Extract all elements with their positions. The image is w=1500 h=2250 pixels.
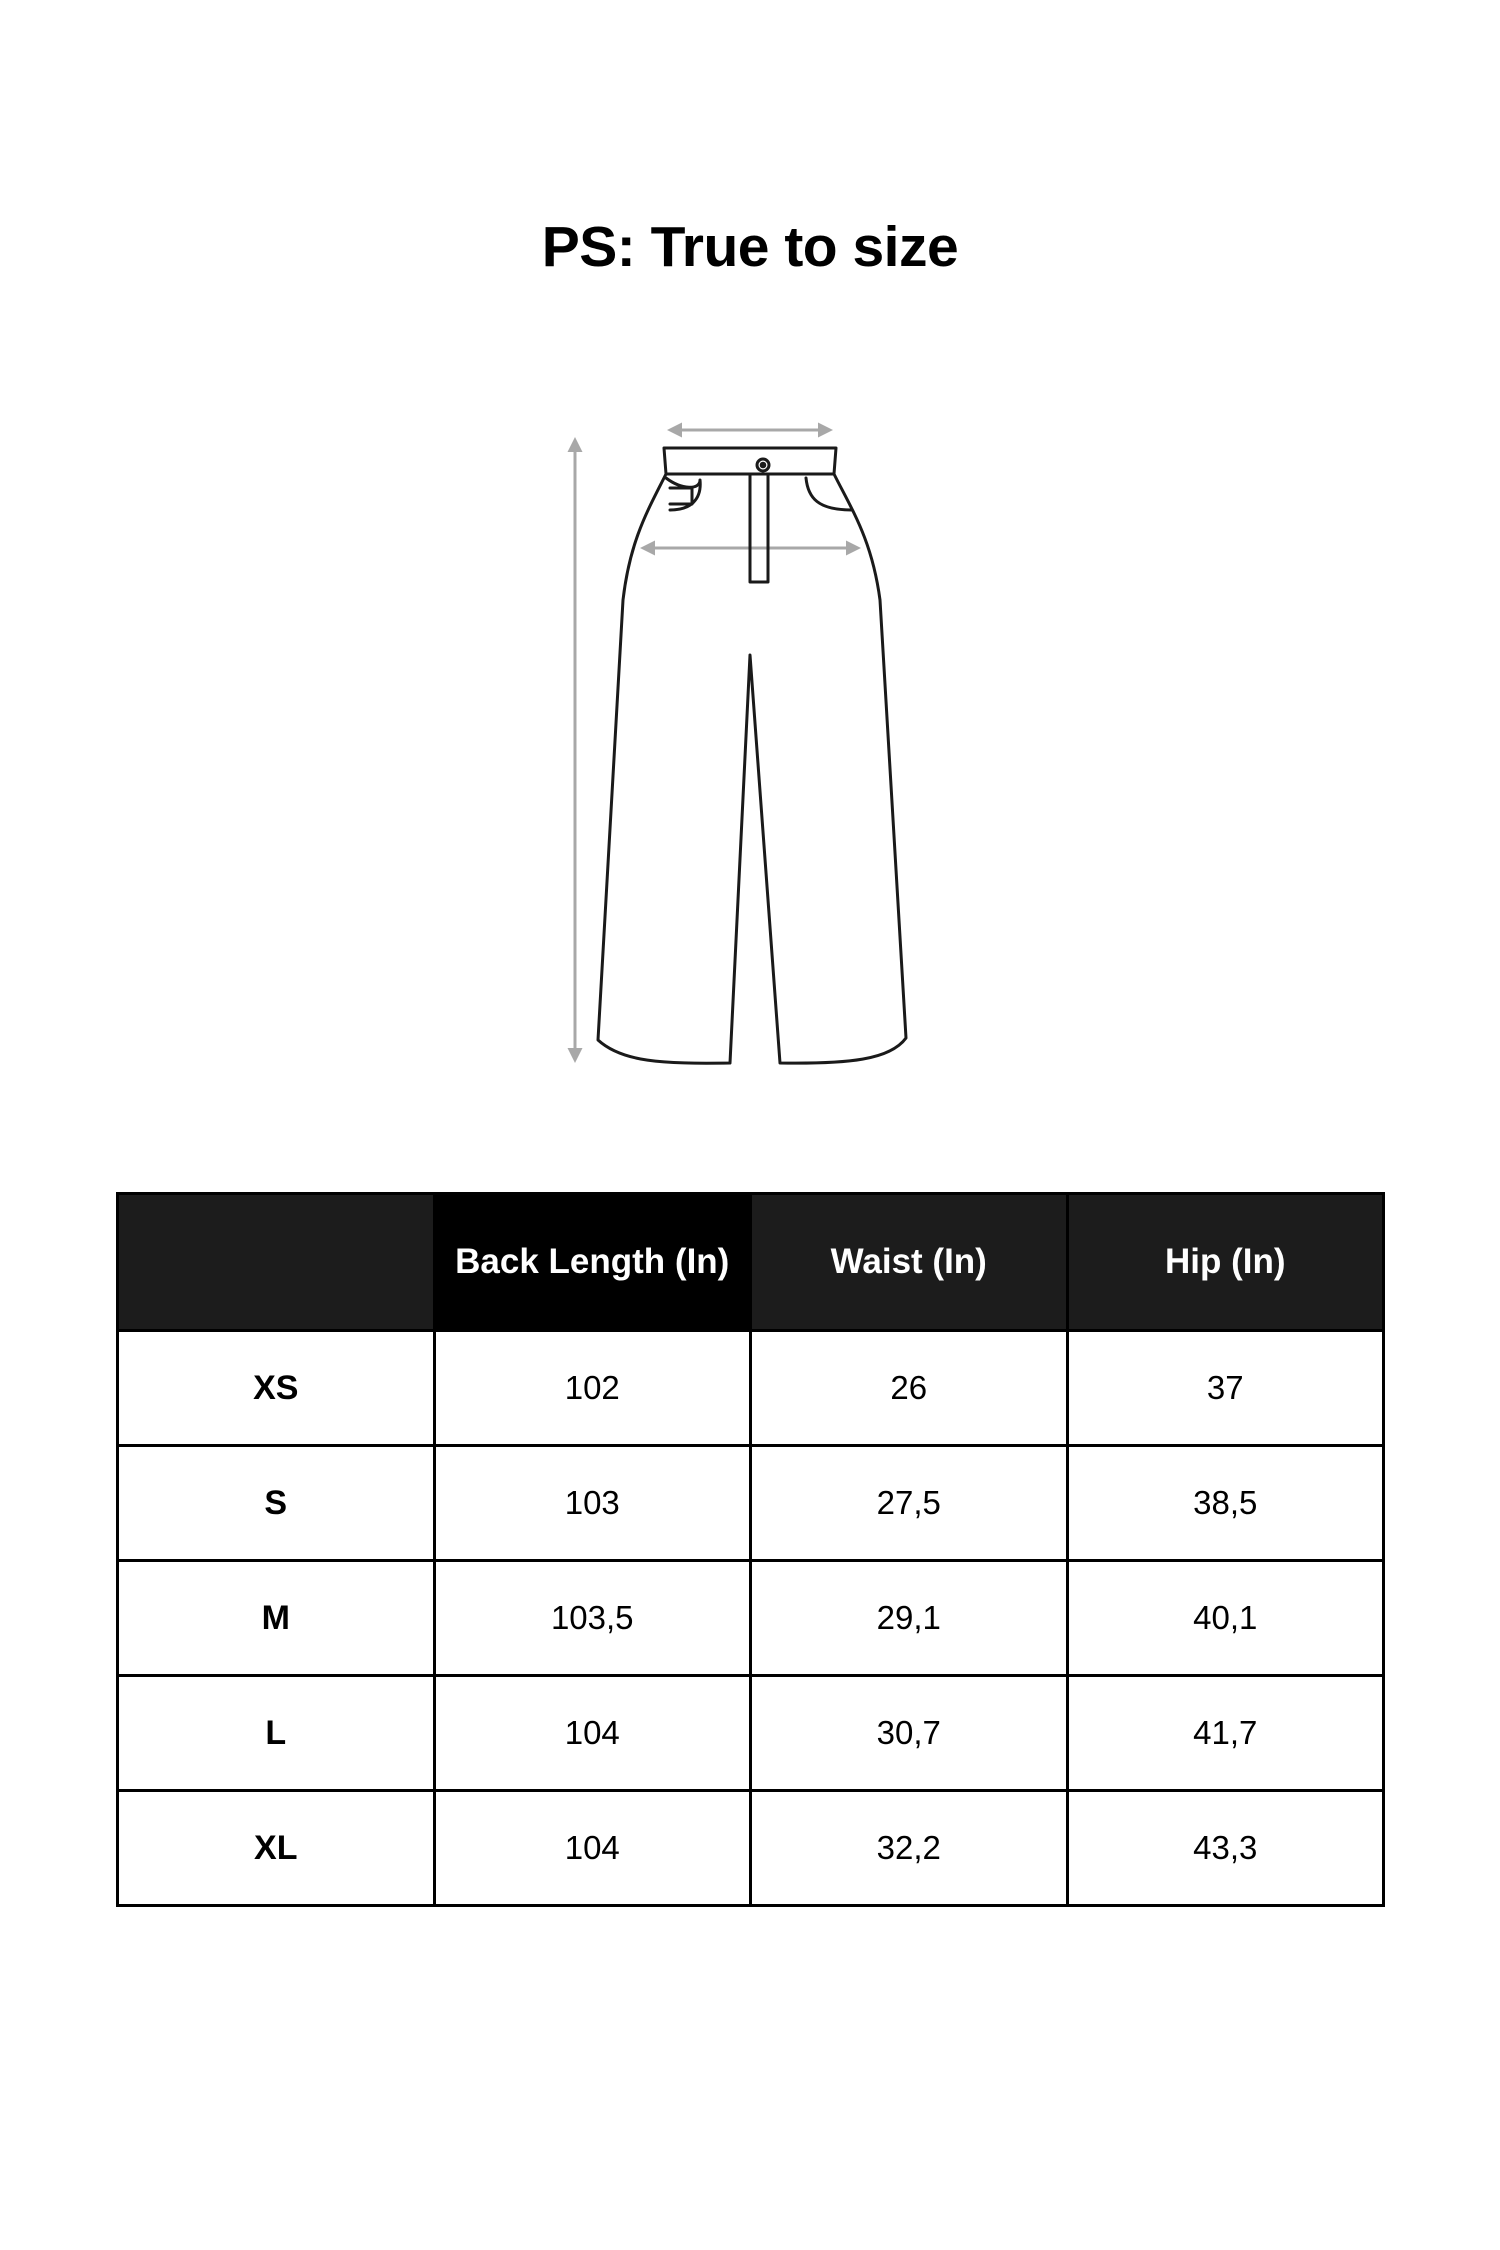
measurement-arrows — [575, 430, 858, 1060]
table-row — [118, 1331, 1384, 1446]
table-header-row — [118, 1194, 1384, 1331]
back-length-value: 104 — [434, 1791, 751, 1906]
size-label: S — [118, 1446, 435, 1561]
hip-value: 43,3 — [1067, 1791, 1384, 1906]
waist-value: 29,1 — [751, 1561, 1068, 1676]
size-label: M — [118, 1561, 435, 1676]
back-length-value: 103,5 — [434, 1561, 751, 1676]
waist-value: 26 — [751, 1331, 1068, 1446]
back-length-value: 102 — [434, 1331, 751, 1446]
hip-value: 41,7 — [1067, 1676, 1384, 1791]
size-label: L — [118, 1676, 435, 1791]
header-cell-size — [118, 1194, 435, 1331]
pants-outline — [598, 448, 906, 1063]
table-row — [118, 1676, 1384, 1791]
hip-value: 37 — [1067, 1331, 1384, 1446]
waist-value: 27,5 — [751, 1446, 1068, 1561]
back-length-value: 103 — [434, 1446, 751, 1561]
hip-value: 38,5 — [1067, 1446, 1384, 1561]
waist-value: 30,7 — [751, 1676, 1068, 1791]
size-label: XL — [118, 1791, 435, 1906]
header-cell-waist: Waist (In) — [751, 1194, 1068, 1331]
table-row — [118, 1446, 1384, 1561]
header-cell-hip: Hip (In) — [1067, 1194, 1384, 1331]
back-length-value: 104 — [434, 1676, 751, 1791]
page-title: PS: True to size — [541, 215, 959, 279]
waist-value: 32,2 — [751, 1791, 1068, 1906]
size-chart-table — [116, 1192, 1385, 1907]
table-row — [118, 1561, 1384, 1676]
size-label: XS — [118, 1331, 435, 1446]
pants-measurement-icon — [550, 405, 930, 1075]
hip-value: 40,1 — [1067, 1561, 1384, 1676]
header-cell-back-length: Back Length (In) — [434, 1194, 751, 1331]
table-row — [118, 1791, 1384, 1906]
